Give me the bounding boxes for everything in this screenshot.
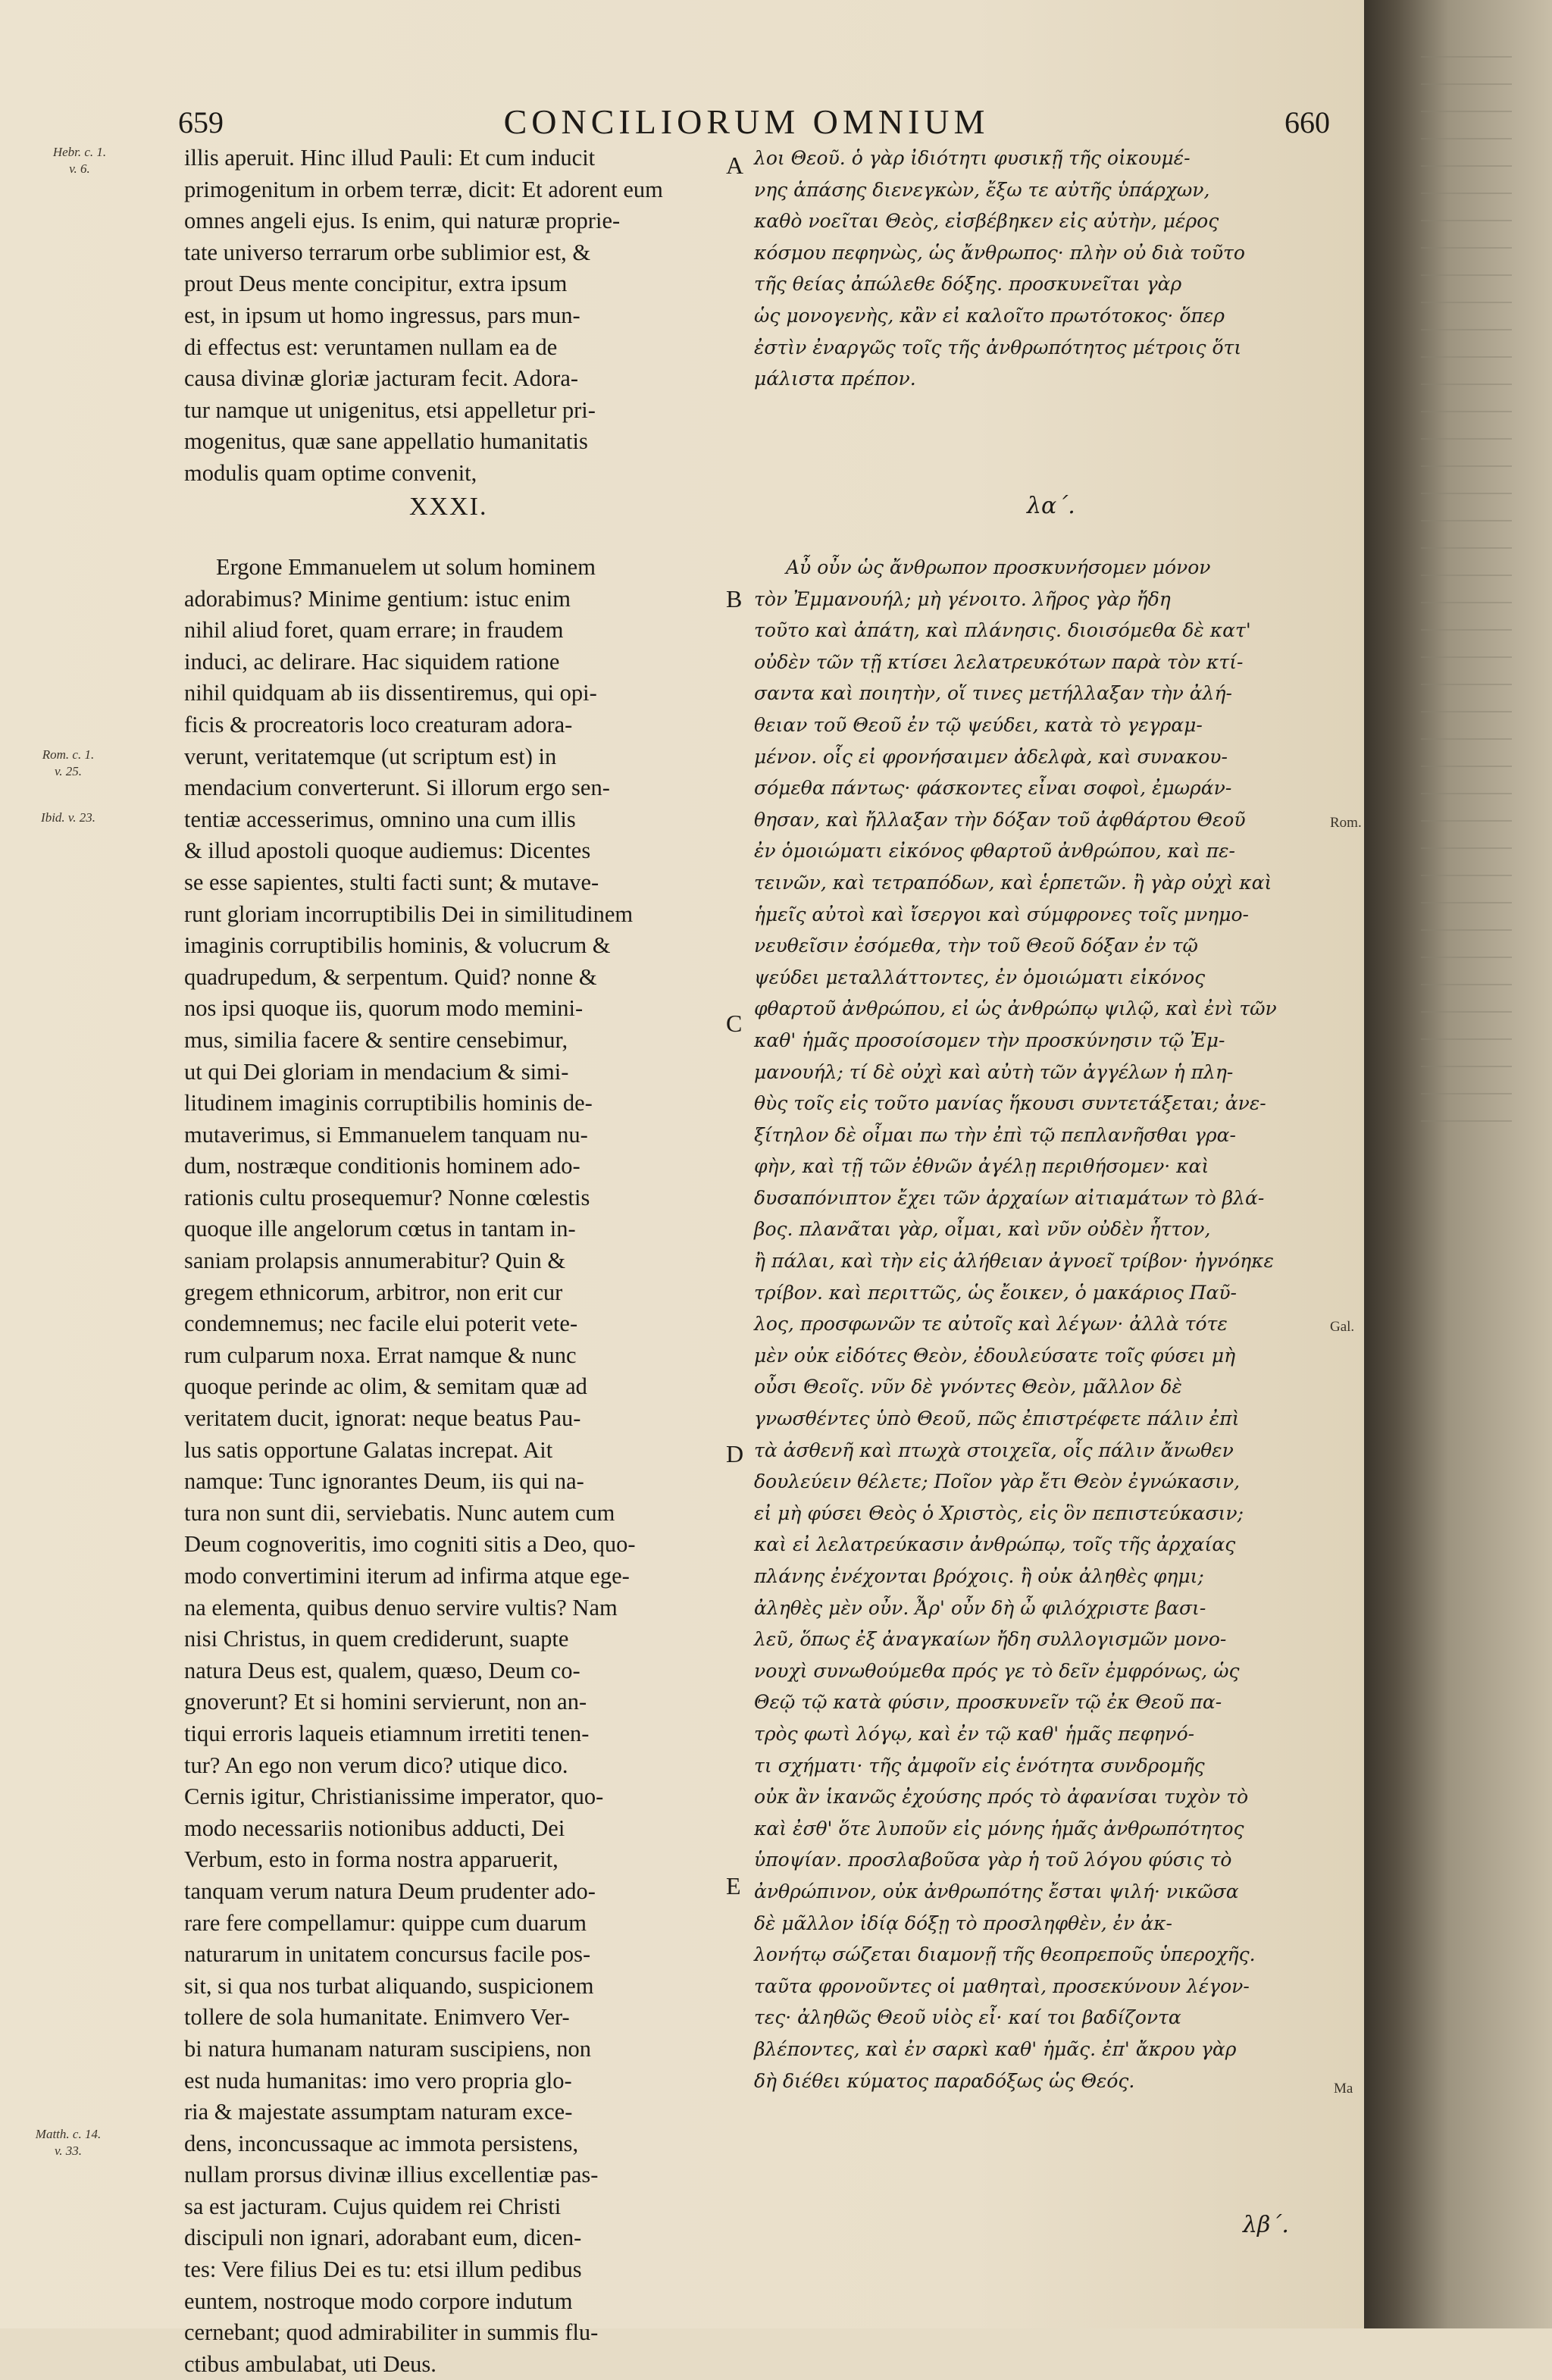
margin-note-hebrews: Hebr. c. 1. v. 6. bbox=[52, 145, 107, 176]
running-title: CONCILIORUM OMNIUM bbox=[503, 102, 990, 141]
margin-note-matthew: Matth. c. 14. v. 33. bbox=[35, 2127, 102, 2158]
right-margin-note-matth: Ma bbox=[1334, 2081, 1353, 2097]
latin-main-column: Ergone Emmanuelem ut solum hominem adorabimus? Minime gentium: istuc enim nihil aliud foret, quam errare; in fraudem induci, ac delirare. Hac siquidem ratione nihil quidquam ab iis dissentiremus, qui opi- ficis & procreatoris loco creaturam adora- verunt, veritatemque (ut scriptum est) in mendacium converterunt. Si illorum ergo sen- tentiæ accesserimus, omnino una cum illis & illud apostoli quoque audiemus: Dicentes se esse sapientes, stulti facti sunt; & mutave- runt gloriam incorruptibilis Dei in similitudinem imaginis corruptibilis hominis, & volucrum & quadrupedum, & serpentum. Quid? nonne & nos ipsi quoque iis, quorum modo memini- mus, similia facere & sentire censebimur, ut qui Dei gloriam in mendacium & simi- litudinem imaginis corruptibilis hominis de- mutaverimus, si Emmanuelem tanquam nu- dum, nostræque conditionis hominem ado- rationis cultu prosequemur? Nonne cœlestis quoque ille angelorum cœtus in tantam in- saniam prolapsis annumerabitur? Quin & gregem ethnicorum, arbitror, non erit cur condemnemus; nec facile elui poterit vete- rum culparum noxa. Errat namque & nunc quoque perinde ac olim, & semitam quæ ad veritatem ducit, ignorat: neque beatus Pau- lus satis opportune Galatas increpat. Ait namque: Tunc ignorantes Deum, iis qui na- tura non sunt dii, serviebatis. Nunc autem cum Deum cognoveritis, imo cogniti sitis a Deo, quo- modo convertimini iterum ad infirma atque ege- na elementa, quibus denuo servire vultis? Nam nisi Christus, in quem crediderunt, suapte natura Deus est, qualem, quæso, Deum co- gnoverunt? Et si homini servierunt, non an- tiqui erroris laqueis etiamnum irretiti tenen- tur? An ego non verum dico? utique dico. Cernis igitur, Christianissime imperator, quo- modo necessariis notionibus adducti, Dei Verbum, esto in forma nostra apparuerit, tanquam verum natura Deum prudenter ado- rare fere compellamur: quippe cum duarum naturarum in unitatem concursus facile pos- sit, si qua nos turbat aliquando, suspicionem tollere de sola humanitate. Enimvero Ver- bi natura humanam naturam suscipiens, non est nuda humanitas: imo vero propria glo- ria & majestate assumptam naturam exce- dens, inconcussaque ac immota persistens, nullam prorsus divinæ illius excellentiæ pas- sa est jacturam. Cujus quidem rei Christi discipuli non ignari, adorabant eum, dicen- tes: Vere filius Dei es tu: etsi illum pedibus euntem, nostroque modo corpore indutum cernebant; quod admirabiliter in summis flu- ctibus ambulabat, uti Deus. bbox=[184, 554, 636, 2377]
latin-section-number: XXXI. bbox=[409, 493, 488, 521]
column-letter-c: C bbox=[726, 1010, 743, 1037]
right-page-number: 660 bbox=[1284, 105, 1330, 139]
greek-top-paragraph: λοι Θεοῦ. ὁ γὰρ ἰδιότητι φυσικῇ τῆς οἰκουμέ- νης ἁπάσης διενεγκὼν, ἔξω τε αὐτῆς ὑπάρχων, καθὸ νοεῖται Θεὸς, εἰσβέβηκεν εἰς αὐτὴν, μέρος κόσμου πεφηνὼς, ὡς ἄνθρωπος· πλὴν οὐ διὰ τοῦτο τῆς θείας ἀπώλεθε δόξης. προσκυνεῖται γὰρ ὡς μονογενὴς, κἂν εἰ καλοῖτο πρωτότοκος· ὅπερ ἐστὶν ἐναργῶς τοῖς τῆς ἀνθρωπότητος μέτροις ὅτι μάλιστα πρέπον. bbox=[754, 147, 1245, 390]
column-letter-b: B bbox=[726, 585, 743, 612]
right-margin-note-rom: Rom. bbox=[1330, 815, 1362, 831]
margin-note-romans: Rom. c. 1. v. 25. bbox=[42, 747, 95, 778]
greek-section-number: λα΄. bbox=[1027, 493, 1075, 519]
facing-page-text-blur bbox=[1421, 30, 1542, 1148]
greek-main-column: Αὖ οὖν ὡς ἄνθρωπον προσκυνήσομεν μόνον τὸν Ἐμμανουήλ; μὴ γένοιτο. λῆρος γὰρ ἤδη τοῦτο καὶ ἀπάτη, καὶ πλάνησις. διοισόμεθα δὲ κατ' οὐδὲν τῶν τῇ κτίσει λελατρευκότων παρὰ τὸν κτί- σαντα καὶ ποιητὴν, οἵ τινες μετήλλαξαν τὴν ἀλή- θειαν τοῦ Θεοῦ ἐν τῷ ψεύδει, κατὰ τὸ γεγραμ- μένον. οἷς εἰ φρονήσαιμεν ἀδελφὰ, καὶ συνακου- σόμεθα πάντως· φάσκοντες εἶναι σοφοὶ, ἐμωράν- θησαν, καὶ ἤλλαξαν τὴν δόξαν τοῦ ἀφθάρτου Θεοῦ ἐν ὁμοιώματι εἰκόνος φθαρτοῦ ἀνθρώπου, καὶ πε- τεινῶν, καὶ τετραπόδων, καὶ ἑρπετῶν. ἢ γὰρ οὐχὶ καὶ ἡμεῖς αὐτοὶ καὶ ἴσεργοι καὶ σύμφρονες τοῖς μνημο- νευθεῖσιν ἐσόμεθα, τὴν τοῦ Θεοῦ δόξαν ἐν τῷ ψεύδει μεταλλάττοντες, ἐν ὁμοιώματι εἰκόνος φθαρτοῦ ἀνθρώπου, εἰ ὡς ἀνθρώπῳ ψιλῷ, καὶ ἐνὶ τῶν καθ' ἡμᾶς προσοίσομεν τὴν προσκύνησιν τῷ Ἐμ- μανουήλ; τί δὲ οὐχὶ καὶ αὐτὴ τῶν ἀγγέλων ἡ πλη- θὺς τοῖς εἰς τοῦτο μανίας ἥκουσι συντετάξεται; ἀνε- ξίτηλον δὲ οἶμαι πω τὴν ἐπὶ τῷ πεπλανῆσθαι γρα- φὴν, καὶ τῇ τῶν ἐθνῶν ἀγέλῃ περιθήσομεν· καὶ δυσαπόνιπτον ἔχει τῶν ἀρχαίων αἰτιαμάτων τὸ βλά- βος. πλανᾶται γὰρ, οἶμαι, καὶ νῦν οὐδὲν ἧττον, ἢ πάλαι, καὶ τὴν εἰς ἀλήθειαν ἀγνοεῖ τρίβον· ἠγνόηκε τρίβον. καὶ περιττῶς, ὡς ἔοικεν, ὁ μακάριος Παῦ- λος, προσφωνῶν τε αὐτοῖς καὶ λέγων· ἀλλὰ τότε μὲν οὐκ εἰδότες Θεὸν, ἐδουλεύσατε τοῖς φύσει μὴ οὖσι Θεοῖς. νῦν δὲ γνόντες Θεὸν, μᾶλλον δὲ γνωσθέντες ὑπὸ Θεοῦ, πῶς ἐπιστρέφετε πάλιν ἐπὶ τὰ ἀσθενῆ καὶ πτωχὰ στοιχεῖα, οἷς πάλιν ἄνωθεν δουλεύειν θέλετε; Ποῖον γὰρ ἔτι Θεὸν ἐγνώκασιν, εἰ μὴ φύσει Θεὸς ὁ Χριστὸς, εἰς ὃν πεπιστεύκασιν; καὶ εἰ λελατρεύκασιν ἀνθρώπῳ, τοῖς τῆς ἀρχαίας πλάνης ἐνέχονται βρόχοις. ἢ οὐκ ἀληθὲς φημι; ἀληθὲς μὲν οὖν. Ἆρ' οὖν δὴ ὦ φιλόχριστε βασι- λεῦ, ὅπως ἐξ ἀναγκαίων ἤδη συλλογισμῶν μονο- νουχὶ συνωθούμεθα πρός γε τὸ δεῖν ἐμφρόνως, ὡς Θεῷ τῷ κατὰ φύσιν, προσκυνεῖν τῷ ἐκ Θεοῦ πα- τρὸς φωτὶ λόγῳ, καὶ ἐν τῷ καθ' ἡμᾶς πεφηνό- τι σχήματι· τῆς ἀμφοῖν εἰς ἑνότητα συνδρομῆς οὐκ ἂν ἱκανῶς ἐχούσης πρός τὸ ἀφανίσαι τυχὸν τὸ καὶ ἐσθ' ὅτε λυποῦν εἰς μόνης ἡμᾶς ἀνθρωπότητος ὑποψίαν. προσλαβοῦσα γὰρ ἡ τοῦ λόγου φύσις τὸ ἀνθρώπινον, οὐκ ἀνθρωπότης ἔσται ψιλή· νικῶσα δὲ μᾶλλον ἰδίᾳ δόξῃ τὸ προσληφθὲν, ἐν ἀκ- λονήτῳ σώζεται διαμονῇ τῆς θεοπρεποῦς ὑπεροχῆς. ταῦτα φρονοῦντες οἱ μαθηταὶ, προσεκύνουν λέγον- τες· ἀληθῶς Θεοῦ υἱὸς εἶ· καί τοι βαδίζοντα βλέποντες, καὶ ἐν σαρκὶ καθ' ἡμᾶς. ἐπ' ἄκρου γὰρ δὴ διέθει κύματος παραδόξως ὡς Θεός. bbox=[754, 556, 1277, 2092]
right-margin-note-gal: Gal. bbox=[1330, 1319, 1355, 1335]
column-letter-d: D bbox=[726, 1440, 744, 1467]
column-letter-a: A bbox=[726, 152, 744, 179]
margin-note-ibid: Ibid. v. 23. bbox=[41, 810, 95, 825]
next-greek-section-number: λβ΄. bbox=[1243, 2212, 1289, 2238]
left-page-number: 659 bbox=[178, 105, 224, 139]
column-letter-e: E bbox=[726, 1872, 741, 1899]
latin-top-paragraph: illis aperuit. Hinc illud Pauli: Et cum inducit primogenitum in orbem terræ, dicit: Et adorent eum omnes angeli ejus. Is enim, qui naturæ proprie- tate universo terrarum orbe sublimior est, & prout Deus mente concipitur, extra ipsum est, in ipsum ut homo ingressus, pars mun- di effectus est: veruntamen nullam ea de causa divinæ gloriæ jacturam fecit. Adora- tur namque ut unigenitus, etsi appelletur pri- mogenitus, quæ sane appellatio humanitatis modulis quam optime convenit, bbox=[184, 145, 663, 486]
